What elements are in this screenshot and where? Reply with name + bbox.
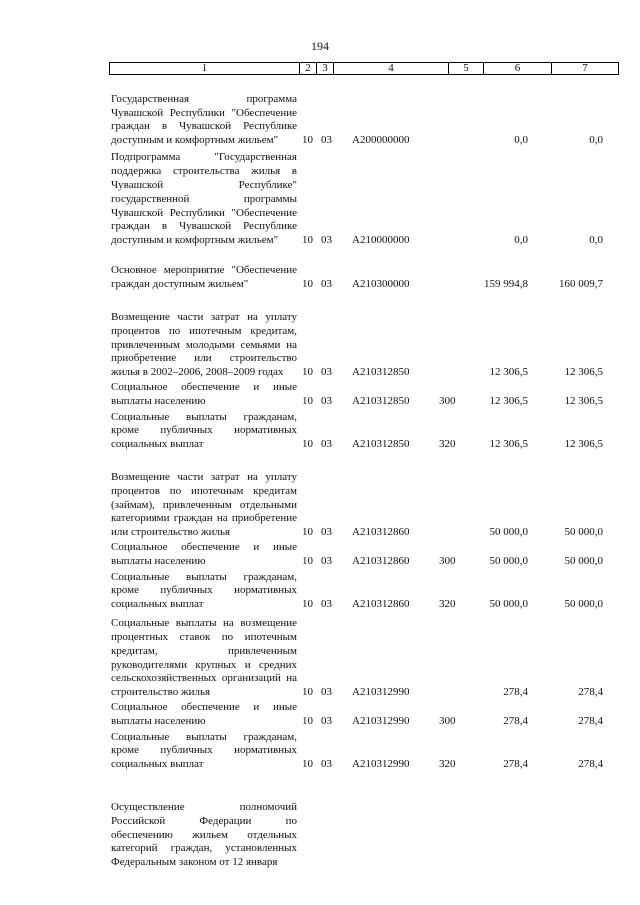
header-col-1: 1: [110, 63, 300, 74]
page-number: 194: [311, 39, 329, 53]
row-description: Социальное обеспечение и иные выплаты населению: [111, 541, 297, 568]
amount-year-1: 50 000,0: [489, 526, 528, 539]
section-code: 10: [302, 526, 313, 539]
subsection-code: 03: [321, 366, 332, 379]
table-row: [0, 780, 640, 870]
section-code: 10: [302, 758, 313, 771]
section-code: 10: [302, 278, 313, 291]
table-row: [0, 294, 640, 380]
target-article-code: A210312860: [352, 598, 410, 611]
target-article-code: A210312860: [352, 526, 410, 539]
target-article-code: A210312850: [352, 395, 410, 408]
section-code: 10: [302, 715, 313, 728]
section-code: 10: [302, 555, 313, 568]
amount-year-2: 12 306,5: [564, 395, 603, 408]
row-description: Основное мероприятие "Обеспечение граждан доступным жильем": [111, 264, 297, 291]
section-code: 10: [302, 234, 313, 247]
subsection-code: 03: [321, 526, 332, 539]
row-description: Подпрограмма "Государственная поддержка строительства жилья в Чувашской Республике" государственной программы Чувашской Республики "Обеспечение граждан в Чувашской Республике доступным и комфортным жильем": [111, 151, 297, 247]
expense-type-code: 320: [439, 758, 456, 771]
amount-year-2: 12 306,5: [564, 438, 603, 451]
row-description: Государственная программа Чувашской Республики "Обеспечение граждан в Чувашской Республике доступным и комфортным жильем": [111, 92, 297, 147]
section-code: 10: [302, 395, 313, 408]
amount-year-1: 0,0: [514, 134, 528, 147]
row-description: Социальное обеспечение и иные выплаты населению: [111, 701, 297, 728]
amount-year-2: 50 000,0: [564, 526, 603, 539]
subsection-code: 03: [321, 598, 332, 611]
subsection-code: 03: [321, 234, 332, 247]
amount-year-2: 50 000,0: [564, 555, 603, 568]
subsection-code: 03: [321, 278, 332, 291]
row-description: Социальное обеспечение и иные выплаты населению: [111, 381, 297, 408]
table-row: [0, 88, 640, 148]
table-row: [0, 250, 640, 292]
subsection-code: 03: [321, 686, 332, 699]
header-col-6: 6: [484, 63, 552, 74]
target-article-code: A210312860: [352, 555, 410, 568]
section-code: 10: [302, 598, 313, 611]
row-description: Социальные выплаты гражданам, кроме публичных нормативных социальных выплат: [111, 730, 297, 771]
subsection-code: 03: [321, 134, 332, 147]
table-row: [0, 614, 640, 700]
amount-year-2: 0,0: [589, 234, 603, 247]
amount-year-2: 12 306,5: [564, 366, 603, 379]
table-row: [0, 454, 640, 540]
target-article-code: A200000000: [352, 134, 410, 147]
table-row: [0, 381, 640, 409]
section-code: 10: [302, 134, 313, 147]
table-row: [0, 570, 640, 612]
amount-year-1: 12 306,5: [489, 395, 528, 408]
section-code: 10: [302, 438, 313, 451]
expense-type-code: 300: [439, 555, 456, 568]
amount-year-2: 278,4: [578, 686, 603, 699]
amount-year-1: 50 000,0: [489, 598, 528, 611]
table-row: [0, 730, 640, 772]
target-article-code: A210000000: [352, 234, 410, 247]
table-row: [0, 410, 640, 452]
subsection-code: 03: [321, 438, 332, 451]
target-article-code: A210312990: [352, 758, 410, 771]
row-description: Социальные выплаты на возмещение процентных ставок по ипотечным кредитам, привлеченным руководителями крупных и средних сельскохозяйственных организаций на строительство жилья: [111, 617, 297, 699]
row-description: Осуществление полномочий Российской Федерации по обеспечению жильем отдельных категорий граждан, установленных Федеральным законом от 12 января: [111, 801, 297, 869]
target-article-code: A210312850: [352, 438, 410, 451]
target-article-code: A210312990: [352, 715, 410, 728]
target-article-code: A210312850: [352, 366, 410, 379]
amount-year-2: 278,4: [578, 758, 603, 771]
amount-year-2: 50 000,0: [564, 598, 603, 611]
table-row: [0, 150, 640, 248]
table-header: [109, 62, 619, 75]
expense-type-code: 300: [439, 395, 456, 408]
section-code: 10: [302, 366, 313, 379]
target-article-code: A210312990: [352, 686, 410, 699]
amount-year-2: 160 009,7: [559, 278, 603, 291]
row-description: Возмещение части затрат на уплату процентов по ипотечным кредитам, привлеченным молодыми семьями на приобретение или строительство жилья в 2002–2006, 2008–2009 годах: [111, 311, 297, 379]
row-description: Социальные выплаты гражданам, кроме публичных нормативных социальных выплат: [111, 410, 297, 451]
amount-year-1: 159 994,8: [484, 278, 528, 291]
header-col-2: 2: [300, 63, 317, 74]
expense-type-code: 300: [439, 715, 456, 728]
header-col-4: 4: [334, 63, 449, 74]
amount-year-1: 12 306,5: [489, 366, 528, 379]
subsection-code: 03: [321, 715, 332, 728]
expense-type-code: 320: [439, 598, 456, 611]
amount-year-1: 278,4: [503, 715, 528, 728]
amount-year-2: 278,4: [578, 715, 603, 728]
amount-year-1: 50 000,0: [489, 555, 528, 568]
row-description: Социальные выплаты гражданам, кроме публичных нормативных социальных выплат: [111, 570, 297, 611]
header-col-5: 5: [449, 63, 484, 74]
amount-year-2: 0,0: [589, 134, 603, 147]
header-col-3: 3: [317, 63, 334, 74]
expense-type-code: 320: [439, 438, 456, 451]
row-description: Возмещение части затрат на уплату процентов по ипотечным кредитам (займам), привлеченным отдельными категориями граждан на приобретение или строительство жилья: [111, 471, 297, 539]
header-col-7: 7: [582, 62, 588, 74]
section-code: 10: [302, 686, 313, 699]
amount-year-1: 0,0: [514, 234, 528, 247]
subsection-code: 03: [321, 758, 332, 771]
amount-year-1: 278,4: [503, 758, 528, 771]
amount-year-1: 278,4: [503, 686, 528, 699]
subsection-code: 03: [321, 555, 332, 568]
table-row: [0, 701, 640, 729]
table-row: [0, 541, 640, 569]
amount-year-1: 12 306,5: [489, 438, 528, 451]
subsection-code: 03: [321, 395, 332, 408]
target-article-code: A210300000: [352, 278, 410, 291]
